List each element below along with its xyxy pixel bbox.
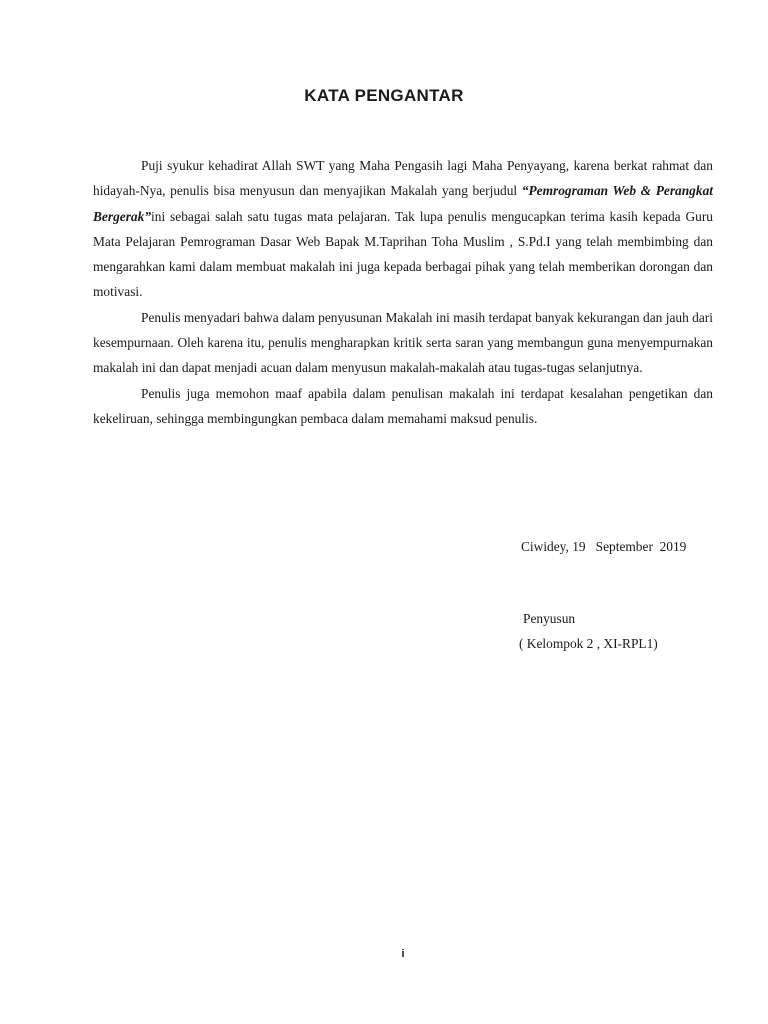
document-body bbox=[93, 153, 713, 431]
signature-name: ( Kelompok 2 , XI-RPL1) bbox=[519, 636, 658, 651]
paper-title-emphasis: “Pemrograman Web & Perangkat Bergerak” bbox=[93, 183, 713, 224]
signature-role: Penyusun bbox=[523, 611, 576, 626]
page-number: i bbox=[401, 948, 405, 960]
date-line: Ciwidey, 19 September 2019 bbox=[521, 539, 687, 554]
paragraph-1 bbox=[93, 153, 713, 305]
paragraph-1-rest: ini sebagai salah satu tugas mata pelajaran. Tak lupa penulis mengucapkan terima kasih kepada Guru Mata Pelajaran Pemrograman Dasar Web Bapak M.Taprihan Toha Muslim , S.Pd.I yang telah membimbing dan mengarahkan kami dalam membuat makalah ini juga kepada berbagai pihak yang telah memberikan dorongan dan motivasi. bbox=[93, 208, 713, 300]
paragraph-2: Penulis menyadari bahwa dalam penyusunan Makalah ini masih terdapat banyak kekurangan dan jauh dari kesempurnaan. Oleh karena itu, penulis mengharapkan kritik serta saran yang membangun guna menyempurnakan makalah ini dan dapat menjadi acuan dalam menyusun makalah-makalah atau tugas-tugas selanjutnya. bbox=[93, 309, 713, 376]
paragraph-1-intro: Puji syukur kehadirat Allah SWT yang Maha Pengasih lagi Maha Penyayang, karena berkat rahmat dan hidayah-Nya, penulis bisa menyusun dan menyajikan Makalah yang berjudul bbox=[93, 158, 713, 199]
page-title: KATA PENGANTAR bbox=[304, 86, 464, 105]
paragraph-3: Penulis juga memohon maaf apabila dalam penulisan makalah ini terdapat kesalahan pengetikan dan kekeliruan, sehingga membingungkan pembaca dalam memahami maksud penulis. bbox=[93, 385, 713, 426]
